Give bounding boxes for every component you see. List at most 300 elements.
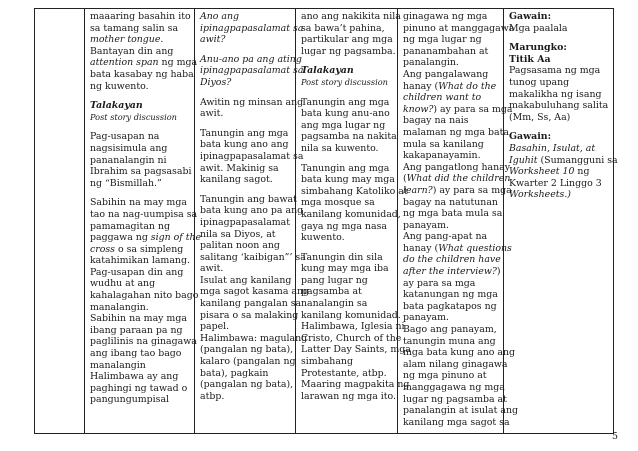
text-line [200,368,291,380]
text-run: ng mga pinuno at [403,370,487,382]
text-line [200,263,291,275]
text-line [301,185,408,198]
text-run: katanungan ng mga [403,289,498,301]
text-run: wudhu at ang [90,278,156,290]
text-line [403,208,503,220]
text-line [90,197,190,209]
text-run: ang ibang tao bago [90,348,182,360]
text-run: kung may mga iba [301,263,389,275]
text-line [509,178,609,190]
text-run: ipinagpapasalamat sa [200,150,304,162]
text-run: Worksheet 10 [509,166,575,178]
text-run: bata), pagkain [200,367,269,379]
text-line [403,336,499,348]
text-run: o sa simpleng [115,243,184,255]
text-line [90,68,194,81]
text-run: pisara o sa malaking [200,309,299,321]
column-4-cell [398,9,519,434]
text-line [509,23,609,35]
paragraph-gap [301,155,393,163]
text-run: ng kuwento. [90,80,149,92]
text-line [90,81,190,93]
text-line [200,251,306,264]
text-run: tanungin muna ang [403,335,496,347]
text-line [301,286,393,298]
text-run: mother tongue. [90,34,164,46]
text-line [403,139,499,151]
text-run: Halimbawa ay ang [90,371,179,383]
text-run: pang lugar ng [301,274,368,286]
text-run: Latter Day Saints, mga [301,344,411,356]
text-line [200,96,304,109]
text-run: manalangin [90,359,146,371]
text-run: awit. [200,108,224,120]
text-line [403,126,509,139]
text-line [90,178,190,190]
text-run: Cristo, Church of the [301,332,402,344]
text-run: maaaring basahin ito [90,11,191,22]
text-line [403,69,499,81]
text-run: mga mosque sa [301,197,375,209]
paragraph-gap [200,120,291,128]
text-run: bata kung may mga [301,174,395,186]
text-run: bata kung ano ang [200,139,289,151]
text-line [509,154,618,167]
text-line [301,131,397,143]
text-line [301,356,393,368]
text-run: ) [496,266,501,278]
text-run: Tanungin din sila [301,251,383,263]
text-line [90,383,190,395]
text-line [301,368,393,380]
text-run: Pagsasama ng mga [509,65,601,77]
text-run: bagay na nais [403,115,469,127]
text-run: simbahang [301,356,353,368]
column-2-cell [195,9,310,434]
text-line [509,112,609,124]
text-run: Awitin ng minsan ang [200,96,304,108]
text-run: papel. [200,321,230,333]
text-line [403,382,505,394]
text-run: pangungumpisal [90,394,170,406]
text-line [90,302,190,314]
text-run: kahalagahan nito bago [90,290,199,302]
text-line [301,221,393,233]
text-run: (Sumangguni sa [537,154,618,166]
text-line [200,139,291,151]
text-run: Diyos? [200,76,232,88]
text-line [301,252,393,264]
text-run: lugar ng pagsamba at [403,393,507,405]
text-run: kanilang pangalan sa [200,298,302,310]
text-line [403,81,499,93]
lesson-plan-table [34,8,618,434]
text-line [90,255,190,267]
text-run: (Mm, Ss, Aa) [509,111,571,123]
text-line [200,309,299,322]
text-line [90,313,190,325]
text-run: ginagawa ng mga [403,11,488,22]
text-run: kanilang mga sagot sa [403,416,510,428]
text-run: Sabihin na may mga [90,313,187,325]
text-line [90,290,199,302]
text-run: kakapanayamin. [403,150,481,162]
text-line [301,143,393,155]
text-run: Bantayan din ang [90,45,174,57]
text-run: Talakayan [301,65,354,77]
text-run: makalikha ng isang [509,88,602,100]
text-line [200,174,291,186]
text-line [403,416,510,429]
text-run: palitan noon ang [200,240,280,252]
text-line [90,336,197,348]
text-line [403,46,499,58]
text-run: Ang pangatlong hanay [403,161,510,173]
text-line [403,301,499,313]
text-line [90,143,190,155]
text-run: ng mga lugar ng [403,34,482,46]
text-line [200,240,291,252]
text-line [200,391,291,403]
text-run: ipinagpapasalamat sa [200,22,304,34]
text-run: kanilang sagot. [200,174,273,186]
text-run: after the interview? [403,266,497,278]
text-line [509,77,609,89]
text-run: pananambahan at [403,45,489,57]
text-line [301,197,393,209]
text-run: ) ay para sa mga [433,103,513,115]
text-run: Gawain: [509,131,552,143]
text-line [90,371,190,383]
text-line [90,221,190,233]
text-run: ano ang nakikita nila [301,11,401,22]
text-line [200,344,294,356]
text-line [301,344,411,356]
text-run: paghingi ng tawad o [90,382,188,394]
text-line [509,42,609,54]
text-line [90,11,190,23]
text-run: Tanungin ang mga [301,96,390,108]
text-run: simbahang Katoliko at [301,185,408,197]
text-run: makabuluhang salita [509,100,609,112]
text-run: kuwento. [301,232,345,244]
paragraph-gap [90,123,190,131]
text-run: ipinagpapasalamat [200,216,291,228]
text-run: manalangin. [90,301,149,313]
text-run: Pag-usapan na [90,131,160,143]
text-run: Talakayan [90,100,143,112]
text-line [403,115,499,127]
text-run: bata pagkatapos ng [403,300,497,312]
text-line [90,394,190,406]
text-run: hanay ( [403,242,439,254]
text-line [200,22,304,35]
text-line [301,379,410,391]
text-line [403,405,519,417]
text-run: mga sagot kasama ang [200,286,310,298]
text-line [90,244,190,256]
text-line [301,97,393,109]
text-line [403,34,499,46]
text-line [403,358,508,371]
text-line [90,34,190,46]
text-run: katahimikan lamang. [90,255,190,267]
text-line [200,356,296,368]
text-line [90,166,190,178]
text-line [403,266,499,278]
page-number: 5 [612,431,619,442]
text-line [200,128,291,140]
text-run: Basahin, Isulat, at [509,142,596,154]
text-line [200,379,294,391]
text-run: ng mga bata mula sa [403,208,503,220]
column-3-cell [296,9,411,434]
text-run: atbp. [200,390,225,402]
text-run: kanilang komunidad, [301,208,401,220]
text-run: ng “Bismillah.” [90,177,162,189]
text-line [301,45,396,58]
table-row [35,9,614,434]
text-line [90,100,190,112]
text-line [200,298,302,310]
text-line [403,347,516,359]
text-line [301,120,393,132]
text-run: mula sa kanilang [403,138,484,150]
text-run: lugar ng pagsamba. [301,45,396,57]
text-line [200,108,291,120]
text-run: ang mga lugar ng [301,119,386,131]
paragraph-gap [200,89,291,97]
text-line [403,150,499,162]
text-run: ay para sa mga [403,277,476,289]
text-line [301,11,401,23]
paragraph-gap [90,189,190,197]
text-line [200,332,308,345]
text-run: kanilang komunidad. [301,309,401,321]
text-run: pagsamba at [301,286,362,298]
text-line [301,232,393,244]
text-run: manggagawa ng mga [403,382,505,393]
text-line [301,332,402,345]
text-line [200,193,297,206]
text-line [301,263,393,275]
text-run: Iguhit [509,154,538,166]
text-line [200,229,291,241]
column-0-cell [35,9,85,434]
text-run: partikular ang mga [301,34,393,46]
text-run: paglilinis na ginagawa [90,336,197,348]
text-run: Tanungin ang mga [301,162,390,174]
text-run: Sabihin na may mga [90,197,187,209]
text-run: Marungko: [509,42,567,54]
text-line [301,174,393,186]
text-line [90,155,190,167]
text-run: nila sa kuwento. [301,142,379,154]
text-line [90,360,190,372]
text-line [200,275,291,287]
text-run: salitang ‘kaibigan”’ sa [200,251,306,263]
text-line [509,131,609,143]
text-line [403,173,511,185]
text-line [301,163,393,175]
text-run: children want to [403,92,482,104]
paragraph-gap [509,123,609,131]
text-line [90,131,190,143]
text-line [90,112,190,124]
text-run: attention span [90,57,159,69]
text-run: kalaro (pangalan ng [200,356,296,368]
text-line [90,208,198,221]
text-line [509,65,609,77]
text-line [403,289,499,301]
text-run: Ibrahim sa pagsasabi [90,166,192,178]
text-line [403,11,499,23]
text-line [200,11,291,23]
text-line [403,242,512,255]
text-run: learn? [403,184,433,196]
text-run: tunog upang [509,76,570,88]
text-line [301,208,401,221]
text-line [90,348,190,360]
text-line [90,267,190,279]
text-line [90,278,190,290]
text-line [200,34,291,46]
paragraph-gap [301,89,393,97]
text-line [403,184,512,197]
text-run: nagsisimula ang [90,142,168,154]
text-line [403,231,499,243]
text-line [301,390,396,403]
text-run: bata kung anu-ano [301,108,390,120]
text-line [509,166,609,178]
text-run: Ang pangalawang [403,68,489,80]
text-line [200,321,291,333]
text-line [509,89,609,101]
text-run: cross [90,243,115,255]
text-line [403,161,510,174]
text-run: tao na nag-uumpisa sa [90,208,198,220]
text-line [301,275,393,287]
text-line [200,77,291,89]
text-line [90,325,190,337]
text-run: larawan ng mga ito. [301,390,396,402]
text-run: awit. [200,263,224,275]
text-run: Protestante, atbp. [301,367,387,379]
text-line [200,217,291,229]
text-run: panalangin. [403,57,459,69]
text-run: bagay na natutunan [403,196,498,208]
text-run: (pangalan ng bata), [200,379,294,391]
paragraph-gap [301,57,393,65]
text-run: Pag-usapan din ang [90,266,184,278]
text-line [200,53,302,66]
paragraph-gap [509,34,609,42]
text-line [200,150,304,163]
text-run: ( [403,173,407,185]
text-run: Anu-ano pa ang ating [200,53,302,65]
text-run: pananalangin ni [90,154,167,166]
text-run: Bago ang panayam, [403,324,497,336]
paragraph-gap [90,92,190,100]
text-run: Post story discussion [90,111,177,122]
text-run: Isulat ang kanilang [200,274,292,286]
text-run: ng [574,166,590,178]
text-run: Maaring magpakita ng [301,379,410,391]
text-run: Tanungin ang bawat [200,193,297,205]
text-run: Mga paalala [509,22,568,34]
text-line [403,370,499,382]
text-run: alam nilang ginagawa [403,358,508,370]
text-line [90,46,190,58]
text-run: Post story discussion [301,76,388,87]
text-run: panayam. [403,312,449,324]
paragraph-gap [301,244,393,252]
text-run: mga bata kung ano ang [403,347,516,359]
text-line [200,205,304,217]
text-run: sa tamang salin sa [90,22,179,34]
text-run: ipinagpapasalamat sa [200,65,304,77]
text-line [301,309,401,322]
text-line [403,324,499,336]
text-run: Gawain: [509,11,552,22]
text-run: ibang paraan pa ng [90,324,183,336]
text-run: Halimbawa: magulang [200,332,308,344]
text-run: (pangalan ng bata), [200,344,294,356]
text-line [200,65,304,77]
text-run: awit? [200,34,226,46]
text-run: bata kasabay ng haba [90,68,194,80]
text-line [90,23,190,35]
text-line [509,54,609,66]
text-run: know? [403,103,434,115]
text-run: Halimbawa, Iglesia ni [301,321,405,333]
text-run: pamamagitan ng [90,220,170,232]
text-run: What do the [438,80,497,92]
text-line [403,393,507,406]
text-run: nanalangin sa [301,298,368,310]
text-line [403,220,499,232]
text-line [200,286,310,298]
text-run: Tanungin ang mga [200,127,289,139]
text-run: pinuno at manggagawa [403,22,515,34]
text-run: malaman ng mga bata [403,126,509,138]
text-run: paggawa ng [90,232,151,244]
text-run: nila sa Diyos, at [200,228,276,240]
text-run: Ano ang [200,11,240,22]
text-line [403,103,513,116]
text-run: bata kung ano pa ang [200,205,304,217]
text-line [509,100,609,112]
text-run: hanay ( [403,80,439,92]
text-run: What did the children [406,173,511,185]
text-line [509,143,609,155]
text-line [301,298,393,310]
paragraph-gap [200,46,291,54]
text-line [403,312,499,324]
text-line [403,57,499,69]
text-line [200,163,291,175]
paragraph-gap [200,186,291,194]
text-run: panalangin at isulat ang [403,405,519,417]
text-run: gaya ng mga nasa [301,220,387,232]
text-line [301,108,393,120]
text-line [301,23,393,35]
text-line [301,65,393,77]
text-run: panayam. [403,219,449,231]
column-5-cell [504,9,618,434]
text-run: ) ay para sa mga [432,184,512,196]
text-line [403,22,515,35]
